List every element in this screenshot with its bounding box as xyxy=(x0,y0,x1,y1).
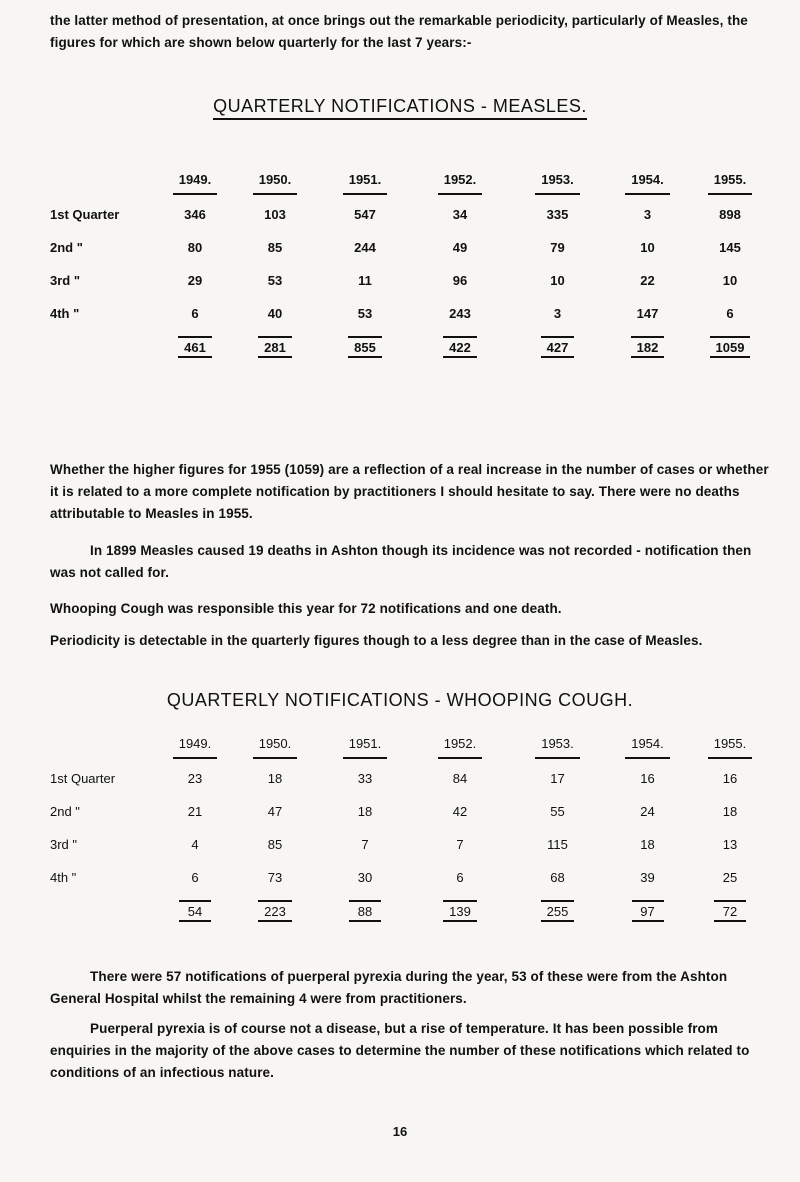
table-cell: 53 xyxy=(357,306,373,321)
year-header: 1953. xyxy=(510,736,605,762)
table-cell: 13 xyxy=(722,837,738,852)
total-cell: 1059 xyxy=(690,330,770,364)
year-header: 1955. xyxy=(690,736,770,762)
table-cell: 96 xyxy=(452,273,468,288)
year-header: 1949. xyxy=(160,736,230,762)
year-header: 1952. xyxy=(410,172,510,198)
table-cell: 24 xyxy=(640,804,655,819)
table-cell: 115 xyxy=(547,837,568,852)
whooping-year-header-row xyxy=(50,736,770,762)
year-header: 1949. xyxy=(160,172,230,198)
measles-table xyxy=(50,172,770,364)
whooping-cough-paragraph: Whooping Cough was responsible this year for 72 notifications and one death. xyxy=(50,601,562,616)
table-cell: 244 xyxy=(354,240,376,255)
total-cell: 223 xyxy=(230,894,320,928)
quarter-label: 1st Quarter xyxy=(50,771,116,786)
table-cell: 68 xyxy=(550,870,565,885)
table-row xyxy=(50,264,770,297)
table-cell: 547 xyxy=(354,207,376,222)
whooping-table-title: QUARTERLY NOTIFICATIONS - WHOOPING COUGH. xyxy=(166,690,634,710)
year-header: 1950. xyxy=(230,736,320,762)
table-cell: 346 xyxy=(184,207,206,222)
table-row xyxy=(50,795,770,828)
table-cell: 84 xyxy=(452,771,468,786)
table-cell: 23 xyxy=(187,771,203,786)
table-cell: 18 xyxy=(267,771,283,786)
table-cell: 73 xyxy=(267,870,283,885)
table-cell: 25 xyxy=(722,870,738,885)
total-cell: 422 xyxy=(410,330,510,364)
year-header: 1954. xyxy=(605,172,690,198)
year-header: 1951. xyxy=(320,172,410,198)
table-cell: 40 xyxy=(267,306,283,321)
table-cell: 3 xyxy=(643,207,652,222)
total-cell: 72 xyxy=(690,894,770,928)
table-cell: 6 xyxy=(191,306,199,321)
table-row xyxy=(50,828,770,861)
quarter-label: 3rd " xyxy=(50,837,78,852)
total-cell: 855 xyxy=(320,330,410,364)
table-cell: 147 xyxy=(636,306,659,321)
puerperal-notifications-paragraph: There were 57 notifications of puerperal pyrexia during the year, 53 of these were from the Ashton General Hospital whilst the remaining 4 were from practitioners. xyxy=(50,969,728,1006)
total-cell: 88 xyxy=(320,894,410,928)
year-header: 1952. xyxy=(410,736,510,762)
table-cell: 10 xyxy=(550,273,565,288)
table-row xyxy=(50,231,770,264)
year-header: 1954. xyxy=(605,736,690,762)
table-row xyxy=(50,198,770,231)
table-row xyxy=(50,297,770,330)
total-cell: 97 xyxy=(605,894,690,928)
table-cell: 103 xyxy=(264,207,286,222)
measles-history-paragraph: In 1899 Measles caused 19 deaths in Ashton though its incidence was not recorded - notification then was not called for. xyxy=(50,543,752,580)
quarter-label: 3rd " xyxy=(50,273,81,288)
table-cell: 17 xyxy=(550,771,565,786)
table-cell: 16 xyxy=(640,771,655,786)
table-cell: 6 xyxy=(726,306,734,321)
table-cell: 33 xyxy=(357,771,373,786)
table-cell: 55 xyxy=(550,804,565,819)
table-cell: 6 xyxy=(456,870,464,885)
table-cell: 4 xyxy=(191,837,199,852)
total-cell: 281 xyxy=(230,330,320,364)
table-cell: 79 xyxy=(550,240,565,255)
puerperal-pyrexia-paragraph: Puerperal pyrexia is of course not a disease, but a rise of temperature. It has been possible from enquiries in the majority of the above cases to determine the number of these notifications which related to conditions of an infectious nature. xyxy=(50,1021,750,1080)
table-cell: 145 xyxy=(719,240,741,255)
table-cell: 85 xyxy=(267,240,283,255)
measles-year-header-row xyxy=(50,172,770,198)
year-header: 1953. xyxy=(510,172,605,198)
total-cell: 182 xyxy=(605,330,690,364)
quarter-label: 2nd " xyxy=(50,804,80,819)
total-cell: 255 xyxy=(510,894,605,928)
table-cell: 7 xyxy=(361,837,369,852)
table-cell: 80 xyxy=(187,240,203,255)
totals-row xyxy=(50,894,770,928)
total-cell: 427 xyxy=(510,330,605,364)
table-cell: 335 xyxy=(546,207,569,222)
total-cell: 139 xyxy=(410,894,510,928)
total-cell: 54 xyxy=(160,894,230,928)
table-row xyxy=(50,762,770,795)
quarter-label: 4th " xyxy=(50,870,77,885)
table-row xyxy=(50,861,770,894)
quarter-label: 4th " xyxy=(50,306,80,321)
table-cell: 42 xyxy=(452,804,468,819)
whooping-cough-table xyxy=(50,736,770,928)
table-cell: 11 xyxy=(358,273,372,288)
year-header: 1955. xyxy=(690,172,770,198)
table-cell: 16 xyxy=(722,771,738,786)
table-cell: 21 xyxy=(187,804,203,819)
quarter-label: 1st Quarter xyxy=(50,207,120,222)
table-cell: 85 xyxy=(267,837,283,852)
table-cell: 49 xyxy=(452,240,468,255)
table-cell: 18 xyxy=(357,804,373,819)
table-cell: 29 xyxy=(187,273,203,288)
measles-table-title: QUARTERLY NOTIFICATIONS - MEASLES. xyxy=(0,96,800,120)
table-cell: 47 xyxy=(267,804,283,819)
table-cell: 10 xyxy=(722,273,738,288)
table-cell: 18 xyxy=(640,837,655,852)
table-cell: 18 xyxy=(722,804,738,819)
table-cell: 10 xyxy=(640,240,655,255)
measles-comment-paragraph: Whether the higher figures for 1955 (1059) are a reflection of a real increase in the number of cases or whether it is related to a more complete notification by practitioners I should hesitate to say. There were no deaths attributable to Measles in 1955. xyxy=(50,462,769,521)
year-header: 1950. xyxy=(230,172,320,198)
table-cell: 34 xyxy=(452,207,468,222)
table-cell: 6 xyxy=(191,870,199,885)
year-header: 1951. xyxy=(320,736,410,762)
table-cell: 39 xyxy=(640,870,655,885)
intro-paragraph: the latter method of presentation, at once brings out the remarkable periodicity, particularly of Measles, the figures for which are shown below quarterly for the last 7 years:- xyxy=(50,13,748,50)
page-number: 16 xyxy=(392,1124,408,1139)
total-cell: 461 xyxy=(160,330,230,364)
table-cell: 53 xyxy=(267,273,283,288)
table-cell: 7 xyxy=(456,837,464,852)
totals-row xyxy=(50,330,770,364)
quarter-label: 2nd " xyxy=(50,240,83,255)
table-cell: 243 xyxy=(449,306,471,321)
table-cell: 3 xyxy=(553,306,562,321)
table-cell: 898 xyxy=(719,207,741,222)
table-cell: 30 xyxy=(357,870,373,885)
table-cell: 22 xyxy=(640,273,655,288)
periodicity-paragraph: Periodicity is detectable in the quarterly figures though to a less degree than in the case of Measles. xyxy=(50,633,703,648)
